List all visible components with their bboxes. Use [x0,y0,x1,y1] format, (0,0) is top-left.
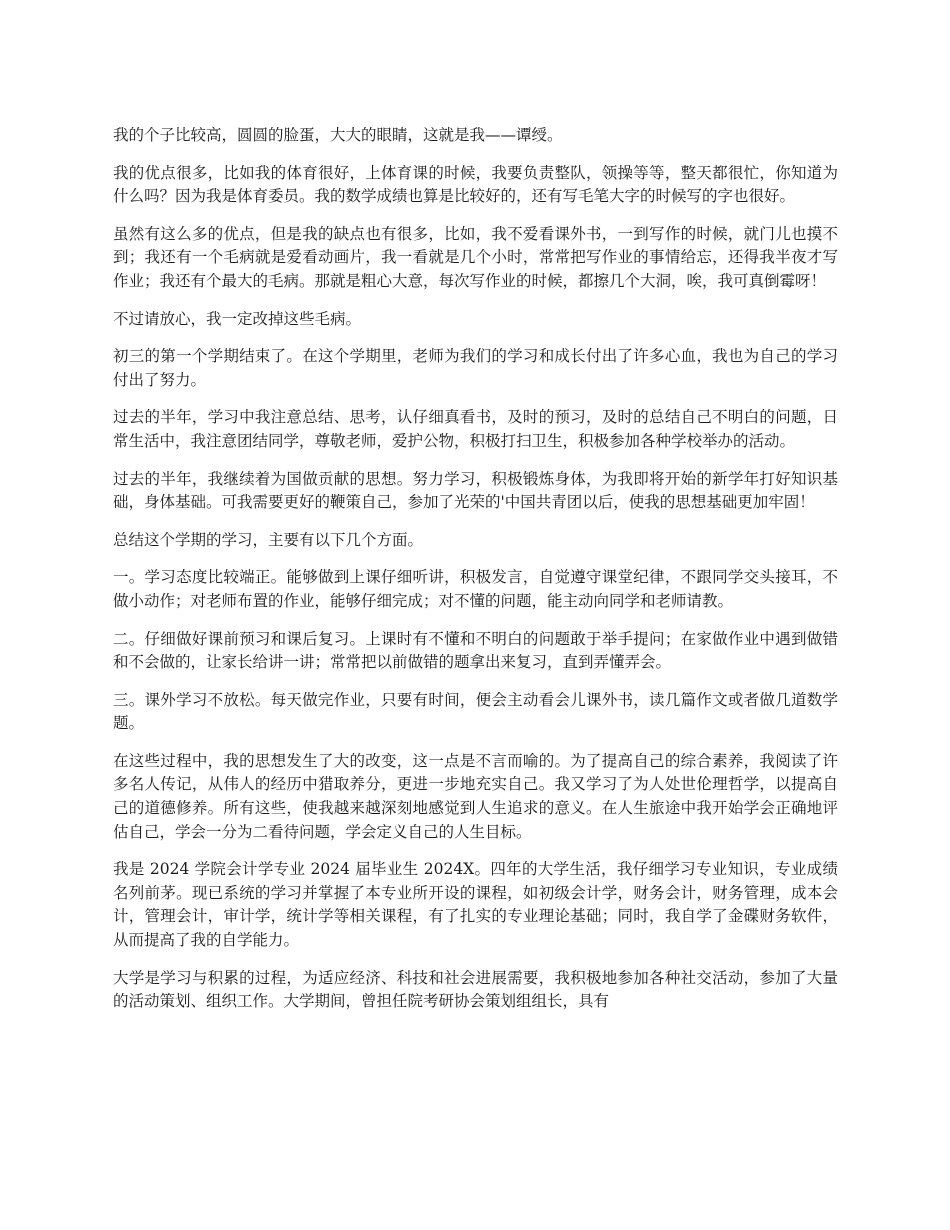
paragraph-9: 一。学习态度比较端正。能够做到上课仔细听讲，积极发言，自觉遵守课堂纪律，不跟同学交头接耳，不做小动作；对老师布置的作业，能够仔细完成；对不懂的问题，能主动向同学和老师请教。 [113,568,838,610]
paragraph-10: 二。仔细做好课前预习和课后复习。上课时有不懂和不明白的问题敢于举手提问；在家做作业中遇到做错和不会做的，让家长给讲一讲；常常把以前做错的题拿出来复习，直到弄懂弄会。 [113,629,838,672]
paragraph-2: 我的优点很多，比如我的体育很好，上体育课的时候，我要负责整队，领操等等，整天都很忙，你知道为什么吗？因为我是体育委员。我的数学成绩也算是比较好的，还有写毛笔大字的时候写的字也很好。 [113,163,838,206]
paragraph-3: 虽然有这么多的优点，但是我的缺点也有很多，比如，我不爱看课外书，一到写作的时候，就门儿也摸不到；我还有一个毛病就是爱看动画片，我一看就是几个小时，常常把写作业的事情给忘，还得我半夜才写作业；我还有个最大的毛病。那就是粗心大意，每次写作业的时候，都擦几个大洞，唉，我可真倒霉呀！ [113,224,838,290]
paragraph-7: 过去的半年，我继续着为国做贡献的思想。努力学习，积极锻炼身体，为我即将开始的新学年打好知识基础，身体基础。可我需要更好的鞭策自己，参加了光荣的'中国共青团以后，使我的思想基础更加牢固！ [113,469,838,512]
paragraph-6: 过去的半年，学习中我注意总结、思考，认仔细真看书，及时的预习，及时的总结自己不明白的问题，日常生活中，我注意团结同学，尊敬老师，爱护公物，积极打扫卫生，积极参加各种学校举办的活动。 [113,408,838,450]
paragraph-11: 三。课外学习不放松。每天做完作业，只要有时间，便会主动看会儿课外书，读几篇作文或者做几道数学题。 [113,690,838,733]
paragraph-12: 在这些过程中，我的思想发生了大的改变，这一点是不言而喻的。为了提高自己的综合素养，我阅读了许多名人传记，从伟人的经历中猎取养分，更进一步地充实自己。我又学习了为人处世伦理哲学，以提高自己的道德修养。所有这些，使我越来越深刻地感觉到人生追求的意义。在人生旅途中我开始学会正确地评估自己，学会一分为二看待问题，学会定义自己的人生目标。 [113,751,838,841]
paragraph-8: 总结这个学期的学习，主要有以下几个方面。 [113,530,424,549]
paragraph-13: 我是 2024 学院会计学专业 2024 届毕业生 2024X。四年的大学生活，我仔细学习专业知识，专业成绩名列前茅。现已系统的学习并掌握了本专业所开设的课程，如初级会计学，财务会计，财务管理，成本会计，管理会计，审计学，统计学等相关课程，有了扎实的专业理论基础；同时，我自学了金碟财务软件，从而提高了我的自学能力。 [113,860,838,950]
paragraph-5: 初三的第一个学期结束了。在这个学期里，老师为我们的学习和成长付出了许多心血，我也为自己的学习付出了努力。 [113,347,838,389]
paragraph-4: 不过请放心，我一定改掉这些毛病。 [113,309,362,328]
paragraph-14: 大学是学习与积累的过程，为适应经济、科技和社会进展需要，我积极地参加各种社交活动，参加了大量的活动策划、组织工作。大学期间，曾担任院考研协会策划组组长，具有 [113,968,838,1011]
paragraph-1: 我的个子比较高，圆圆的脸蛋，大大的眼睛，这就是我——谭绶。 [113,126,563,144]
